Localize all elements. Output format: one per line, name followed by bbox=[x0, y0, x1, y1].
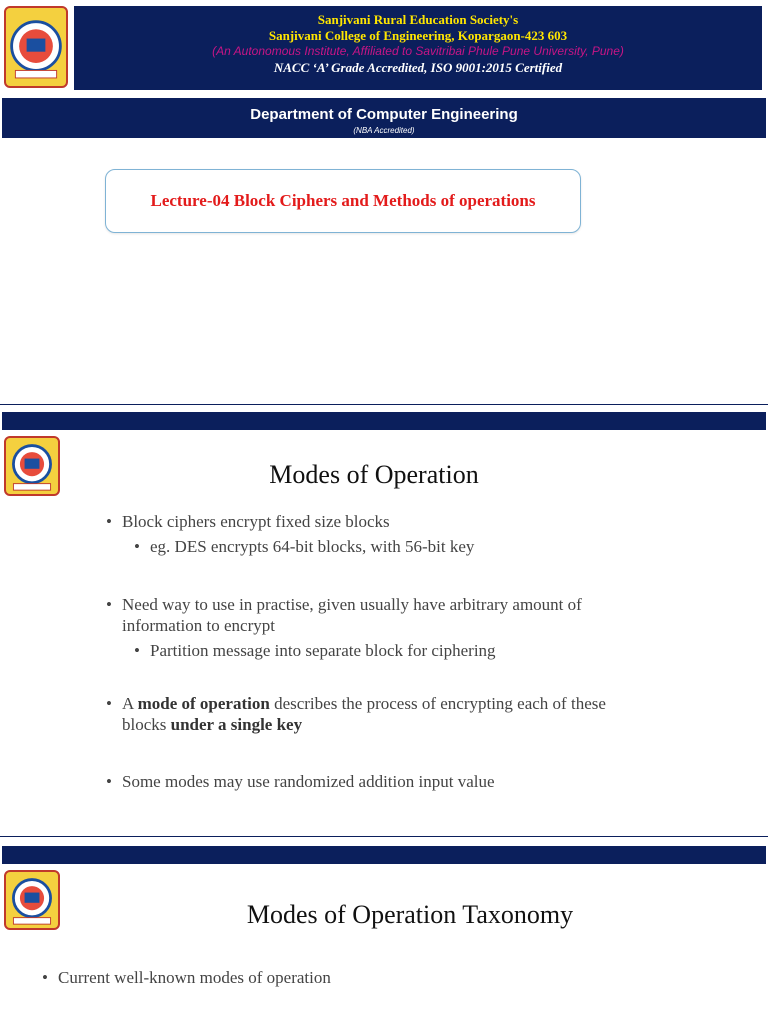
bullet-randomized: • Some modes may use randomized addition input value bbox=[106, 772, 495, 791]
slide-2 bbox=[0, 410, 768, 832]
slide-top-bar bbox=[2, 846, 766, 864]
slide-separator bbox=[0, 836, 768, 843]
slide-3 bbox=[0, 844, 768, 1024]
bullet-mode-of-operation: • A mode of operation describes the process of encrypting each of these bbox=[106, 694, 606, 713]
college-emblem-icon bbox=[4, 6, 68, 88]
bullet-block-ciphers: • Block ciphers encrypt fixed size blocks bbox=[106, 512, 390, 531]
affiliation-text: (An Autonomous Institute, Affiliated to Savitribai Phule Pune University, Pune) bbox=[212, 44, 624, 58]
sub-bullet-des: • eg. DES encrypts 64-bit blocks, with 56-bit key bbox=[134, 537, 475, 556]
lecture-title-box bbox=[105, 169, 581, 233]
lecture-title: Lecture-04 Block Ciphers and Methods of operations bbox=[150, 191, 536, 210]
nba-text: (NBA Accredited) bbox=[353, 126, 415, 135]
slide-title: Modes of Operation bbox=[269, 460, 479, 489]
bullet-need-way-line2: information to encrypt bbox=[122, 616, 275, 635]
bullet-mode-of-operation-line2: blocks under a single key bbox=[122, 715, 303, 734]
bullet-current-modes: • Current well-known modes of operation bbox=[42, 968, 331, 987]
sub-bullet-partition: • Partition message into separate block for ciphering bbox=[134, 641, 496, 660]
department-banner bbox=[2, 98, 766, 138]
society-name: Sanjivani Rural Education Society's bbox=[317, 12, 519, 27]
department-name: Department of Computer Engineering bbox=[250, 106, 518, 123]
slide-top-bar bbox=[2, 412, 766, 430]
slide-1 bbox=[0, 0, 768, 404]
accreditation-text: NACC ‘A’ Grade Accredited, ISO 9001:2015 Certified bbox=[273, 60, 563, 75]
bullet-need-way: • Need way to use in practise, given usually have arbitrary amount of bbox=[106, 595, 582, 614]
slide-title: Modes of Operation Taxonomy bbox=[246, 900, 574, 929]
college-header-banner bbox=[74, 6, 762, 90]
college-name: Sanjivani College of Engineering, Kopargaon-423 603 bbox=[268, 28, 568, 43]
